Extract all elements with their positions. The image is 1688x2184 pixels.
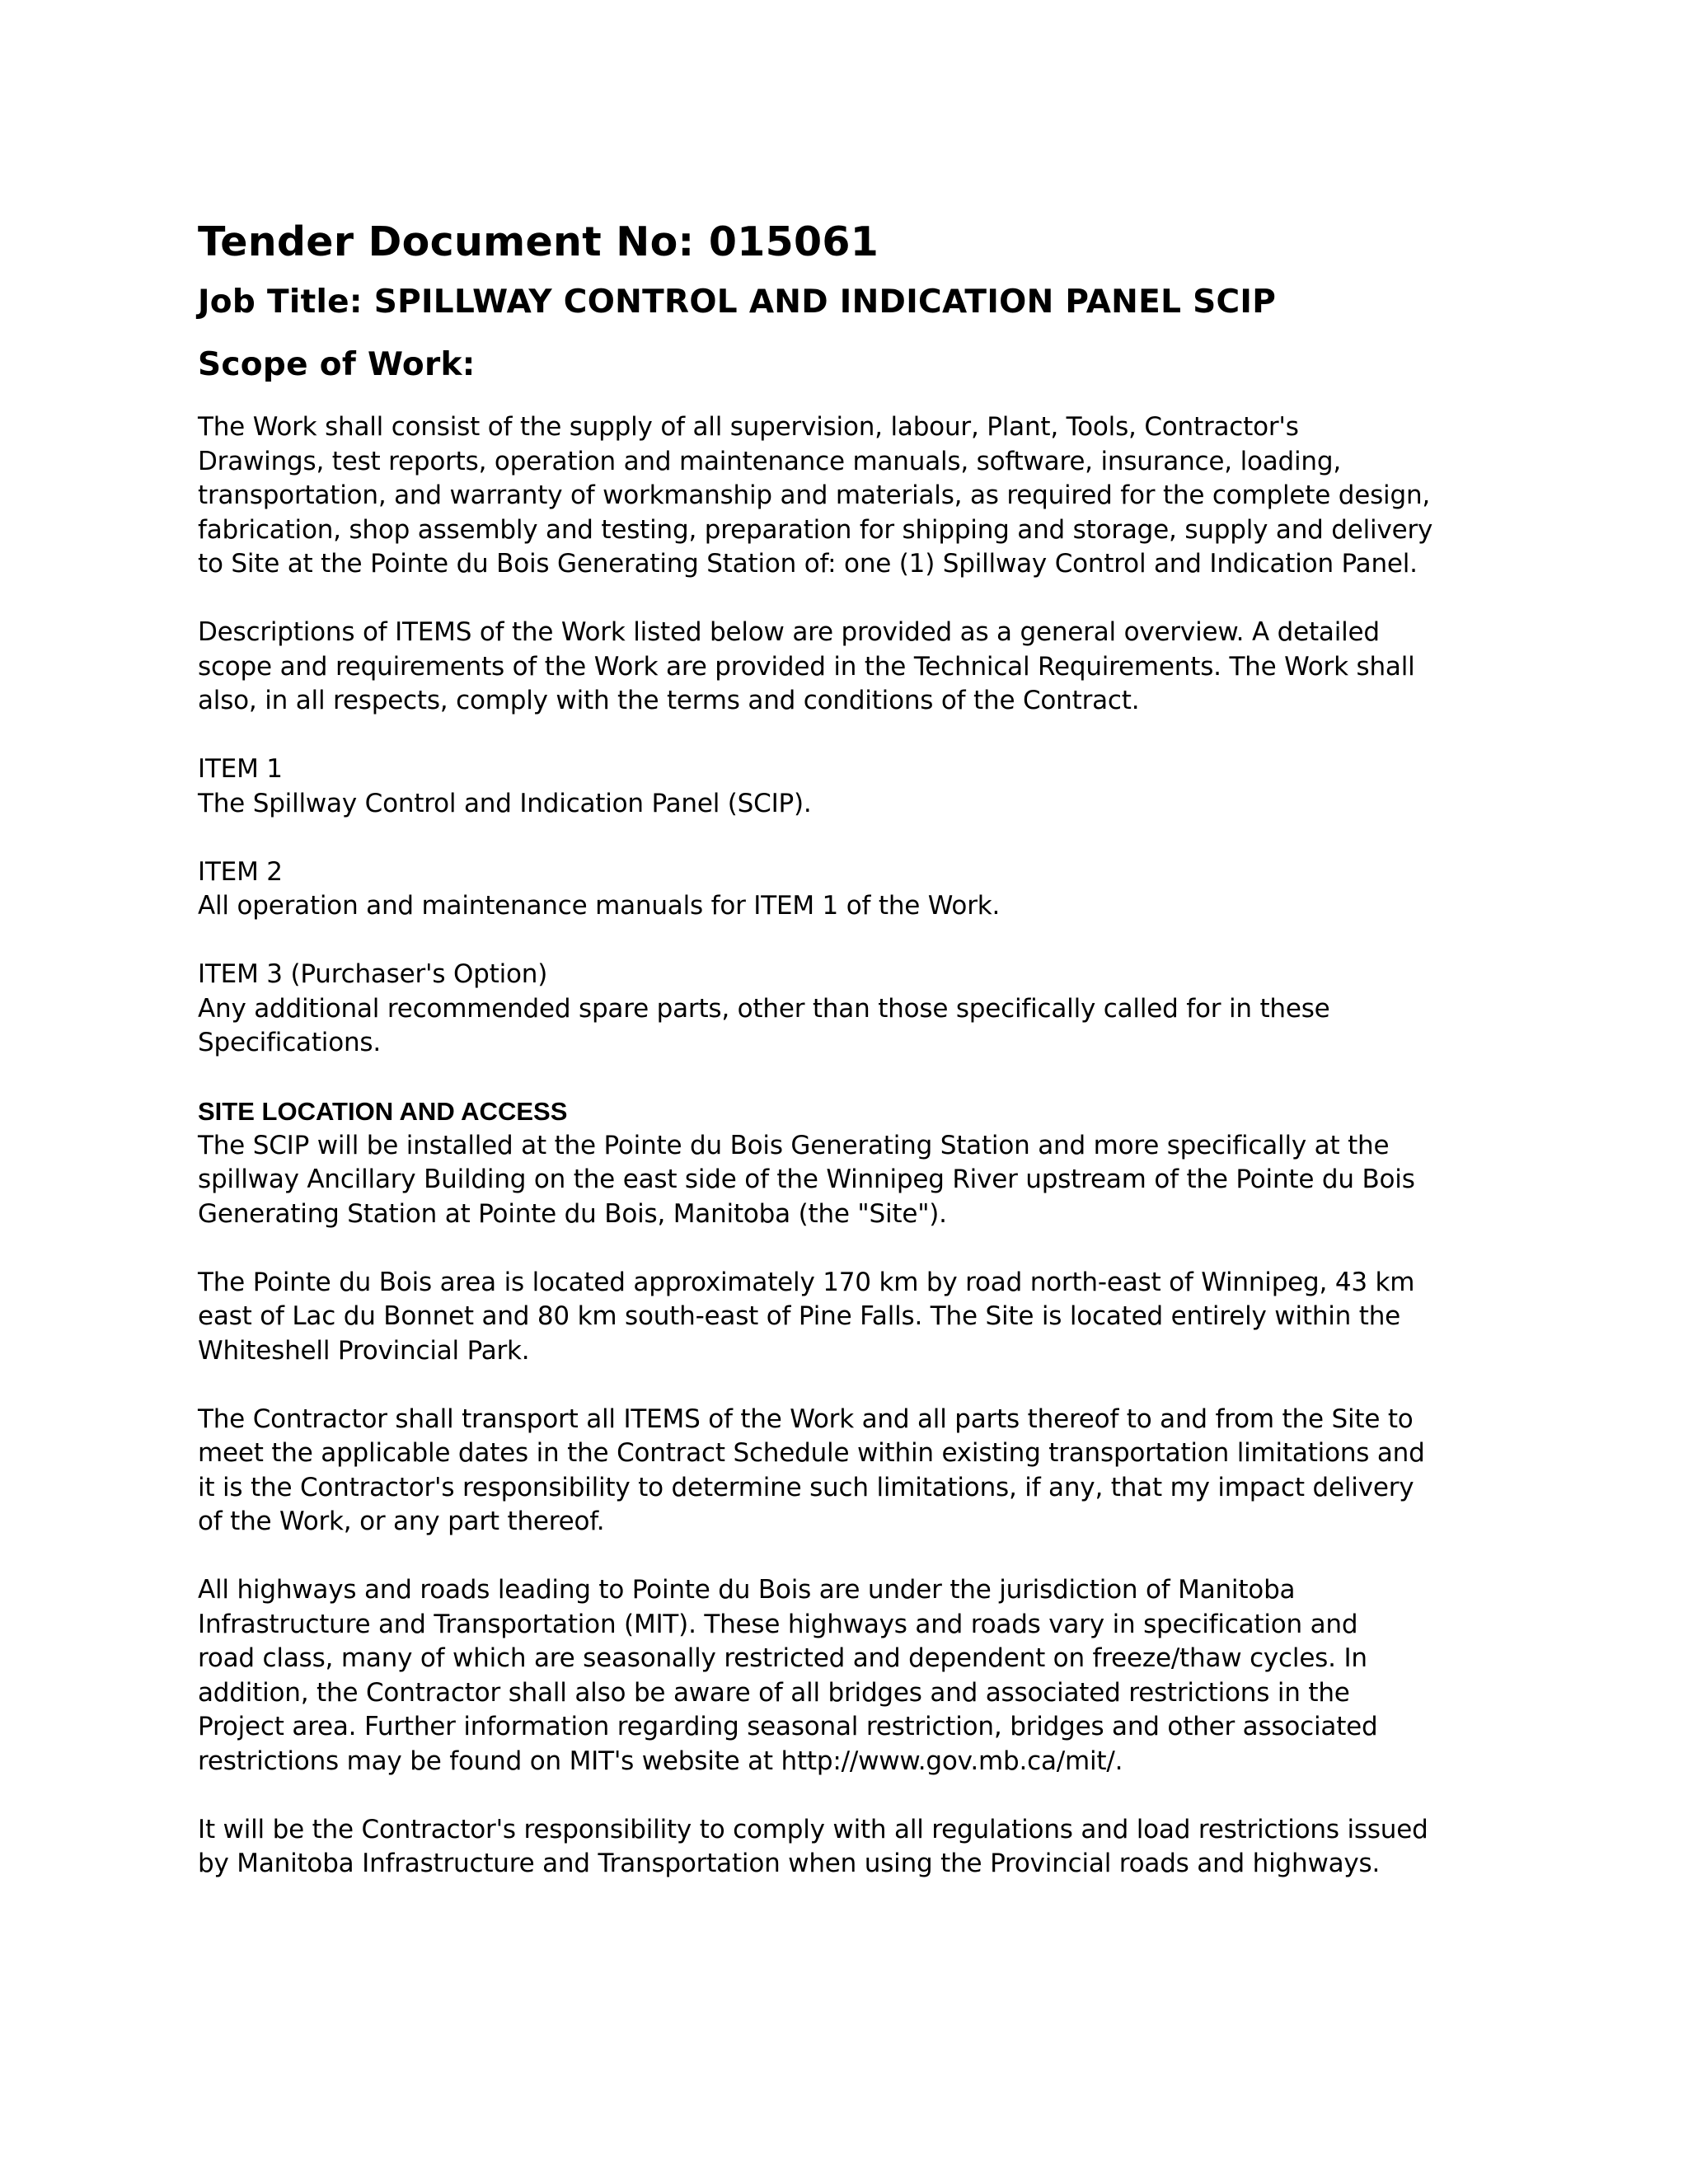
site-paragraph [198,1129,1500,1232]
text-line: The Work shall consist of the supply of all supervision, labour, Plant, Tools, Contractor's [198,412,1299,442]
text-line: scope and requirements of the Work are provided in the Technical Requirements. The Work shall [198,651,1415,682]
text-line: The SCIP will be installed at the Pointe du Bois Generating Station and more specifically at the [198,1130,1390,1160]
text-line: Whiteshell Provincial Park. [198,1335,530,1366]
item-1 [198,752,1500,821]
text-line: Descriptions of ITEMS of the Work listed below are provided as a general overview. A detailed [198,617,1380,647]
text-line: restrictions may be found on MIT's website at http://www.gov.mb.ca/mit/. [198,1746,1123,1776]
text-line: it is the Contractor's responsibility to determine such limitations, if any, that my impact delivery [198,1472,1414,1502]
text-line: The Contractor shall transport all ITEMS of the Work and all parts thereof to and from the Site to [198,1404,1414,1434]
item-label: ITEM 3 (Purchaser's Option) [198,959,548,989]
item-2 [198,855,1500,924]
item-description: The Spillway Control and Indication Panel (SCIP). [198,788,812,818]
text-line: fabrication, shop assembly and testing, preparation for shipping and storage, supply and delivery [198,514,1433,545]
text-line: Infrastructure and Transportation (MIT). These highways and roads vary in specification and [198,1609,1358,1639]
item-label: ITEM 1 [198,754,283,784]
text-line: spillway Ancillary Building on the east side of the Winnipeg River upstream of the Pointe du Bois [198,1165,1415,1194]
text-line: transportation, and warranty of workmanship and materials, as required for the complete design, [198,480,1431,510]
text-line: The Pointe du Bois area is located approximately 170 km by road north-east of Winnipeg, 43 km [198,1267,1415,1297]
highways-paragraph [198,1573,1500,1779]
text-line: to Site at the Pointe du Bois Generating Station of: one (1) Spillway Control and Indication Panel. [198,549,1418,579]
text-line: of the Work, or any part thereof. [198,1507,605,1536]
transport-paragraph [198,1403,1500,1540]
document-title: Tender Document No: 015061 [198,218,879,265]
text-line: All highways and roads leading to Pointe du Bois are under the jurisdiction of Manitoba [198,1575,1296,1605]
document-page [198,216,1500,1915]
scope-overview-paragraph [198,616,1500,719]
text-line: east of Lac du Bonnet and 80 km south-east of Pine Falls. The Site is located entirely within the [198,1301,1401,1331]
scope-paragraph [198,410,1500,582]
text-line: meet the applicable dates in the Contract Schedule within existing transportation limitations and [198,1438,1425,1468]
site-area-paragraph [198,1266,1500,1369]
scope-heading: Scope of Work: [198,346,476,383]
item-description: Any additional recommended spare parts, other than those specifically called for in these [198,993,1330,1024]
text-line: road class, many of which are seasonally restricted and dependent on freeze/thaw cycles. In [198,1643,1367,1673]
text-line: Project area. Further information regarding seasonal restriction, bridges and other associated [198,1712,1378,1741]
text-line: by Manitoba Infrastructure and Transportation when using the Provincial roads and highways. [198,1849,1381,1878]
text-line: It will be the Contractor's responsibility to comply with all regulations and load restrictions issued [198,1814,1428,1844]
item-3 [198,958,1500,1061]
text-line: Drawings, test reports, operation and maintenance manuals, software, insurance, loading, [198,446,1342,476]
text-line: also, in all respects, comply with the terms and conditions of the Contract. [198,686,1140,715]
regulations-paragraph [198,1813,1500,1882]
text-line: Generating Station at Pointe du Bois, Manitoba (the "Site"). [198,1198,947,1229]
item-description: All operation and maintenance manuals for ITEM 1 of the Work. [198,891,1001,921]
site-location-heading: SITE LOCATION AND ACCESS [198,1097,568,1126]
item-description: Specifications. [198,1028,382,1057]
item-label: ITEM 2 [198,856,283,887]
job-title: Job Title: SPILLWAY CONTROL AND INDICATION PANEL SCIP [198,284,1277,321]
text-line: addition, the Contractor shall also be aware of all bridges and associated restrictions in the [198,1677,1350,1708]
